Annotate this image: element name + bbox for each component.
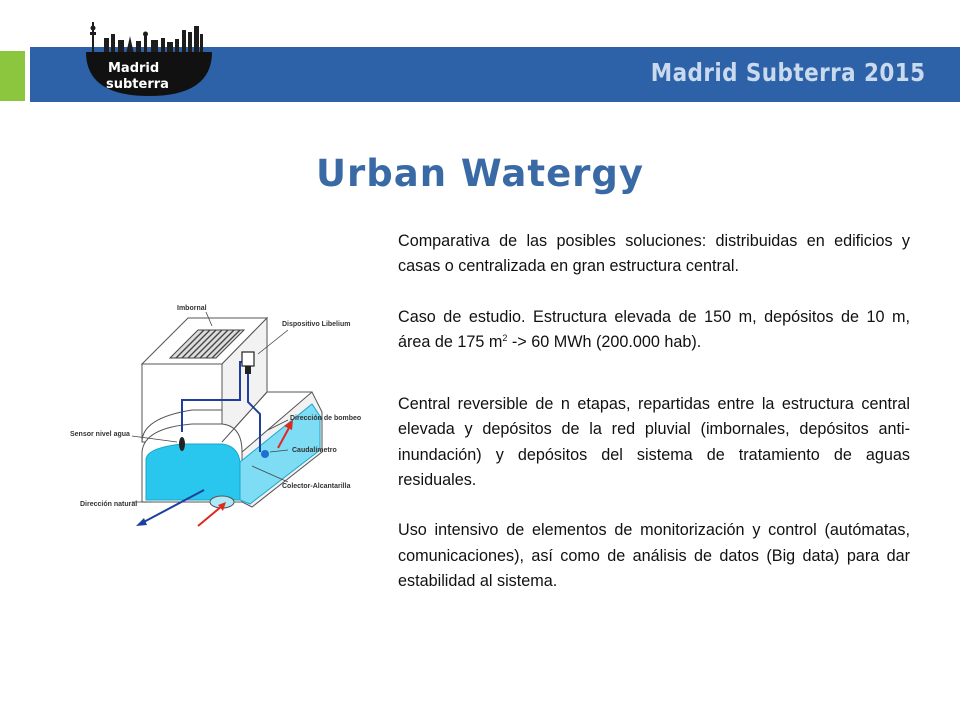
accent-tab <box>0 51 25 101</box>
logo-line-2: subterra <box>106 77 169 92</box>
label-imbornal: Imbornal <box>177 305 207 312</box>
page-title: Urban Watergy <box>315 152 645 195</box>
label-dispositivo: Dispositivo Libelium <box>282 321 351 328</box>
logo-line-1: Madrid <box>108 61 160 76</box>
label-colector: Colector-Alcantarilla <box>282 483 351 490</box>
caso-estudio-result: -> 60 MWh (200.000 hab). <box>507 332 702 351</box>
paragraph-comparativa: Comparativa de las posibles soluciones: distribuidas en edificios y casas o centralizada en gran estructura central. <box>398 232 910 276</box>
paragraph-monitorizacion: Uso intensivo de elementos de monitorización y control (autómatas, comunicaciones), así como de análisis de datos (Big data) para dar estabilidad al sistema. <box>398 521 910 590</box>
paragraph-central-reversible: Central reversible de n etapas, repartidas entre la estructura central elevada y depósitos de la red pluvial (imbornales, depósitos anti-inundación) y depósitos del sistema de tratamiento de aguas residuales. <box>398 395 910 490</box>
label-direccion-bombeo: Dirección de bombeo <box>290 415 362 422</box>
caso-estudio-text: Caso de estudio. Estructura elevada de 150 m, depósitos de 10 m, área de 175 m <box>398 307 910 351</box>
header-title: Madrid Subterra 2015 <box>651 58 926 87</box>
body-text <box>398 229 910 594</box>
madrid-subterra-logo <box>78 14 218 100</box>
label-sensor: Sensor nivel agua <box>70 431 130 438</box>
sewer-system-diagram <box>62 292 380 542</box>
label-caudalimetro: Caudalímetro <box>292 447 337 454</box>
paragraph-caso-estudio <box>398 305 910 356</box>
area-exponent: 2 <box>502 332 508 343</box>
label-direccion-natural: Dirección natural <box>80 501 138 508</box>
